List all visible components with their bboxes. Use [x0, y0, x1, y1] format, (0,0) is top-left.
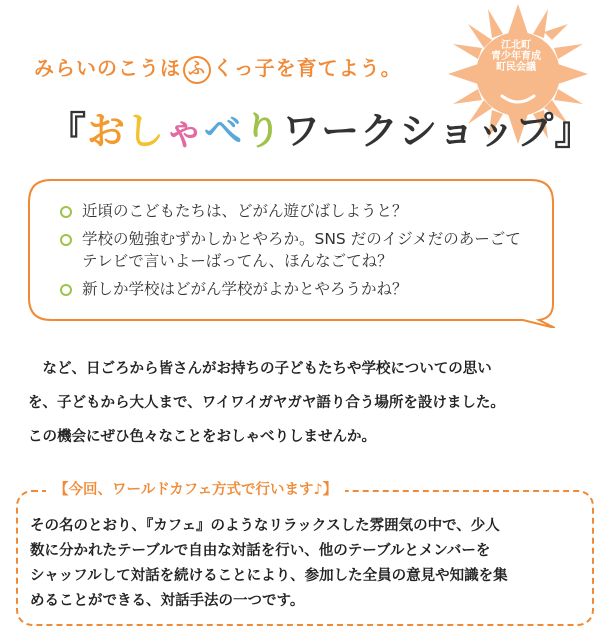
list-item-continuation: テレビで言いよーばってん、ほんなごてね？ [82, 252, 393, 270]
list-item: 新しか学校はどがん学校がよかとやろうかね？ [60, 278, 560, 300]
list-item: 近頃のこどもたちは、どがん遊びばしようと？ [60, 200, 560, 222]
circle-bullet-icon [60, 284, 72, 296]
circle-bullet-icon [60, 234, 72, 246]
page-title: 『おしゃべりワークショップ』 [48, 109, 594, 153]
info-box-body: その名のとおり、『カフェ』のようなリラックスした雰囲気の中で、少人 数に分かれたテーブルで自由な対話を行い、他のテーブルとメンバーを シャッフルして対話を続けることにより、参加した全員の意見や知識を集 めることができる、対話手法の一つです。 [30, 518, 508, 609]
question-list [60, 200, 560, 306]
list-item: 学校の勉強むずかしかとやろか。SNS だのイジメだのあーごて [60, 228, 560, 250]
intro-paragraph: など、日ごろから皆さんがお持ちの子どもたちや学校についての思い を、子どもから大人まで、ワイワイガヤガヤ語り合う場所を設けました。 この機会にぜひ色々なことをおしゃべりしませんか。 [28, 361, 505, 445]
circle-bullet-icon [60, 206, 72, 218]
circled-character: ふ [183, 56, 211, 84]
tagline: みらいのこうほ ふ くっ子を育てよう。 [34, 52, 402, 84]
info-box-heading: 【今回、ワールドカフェ方式で行います♪】 [46, 478, 345, 499]
organization-name: 江北町 青少年育成 町民会議 [491, 40, 541, 73]
